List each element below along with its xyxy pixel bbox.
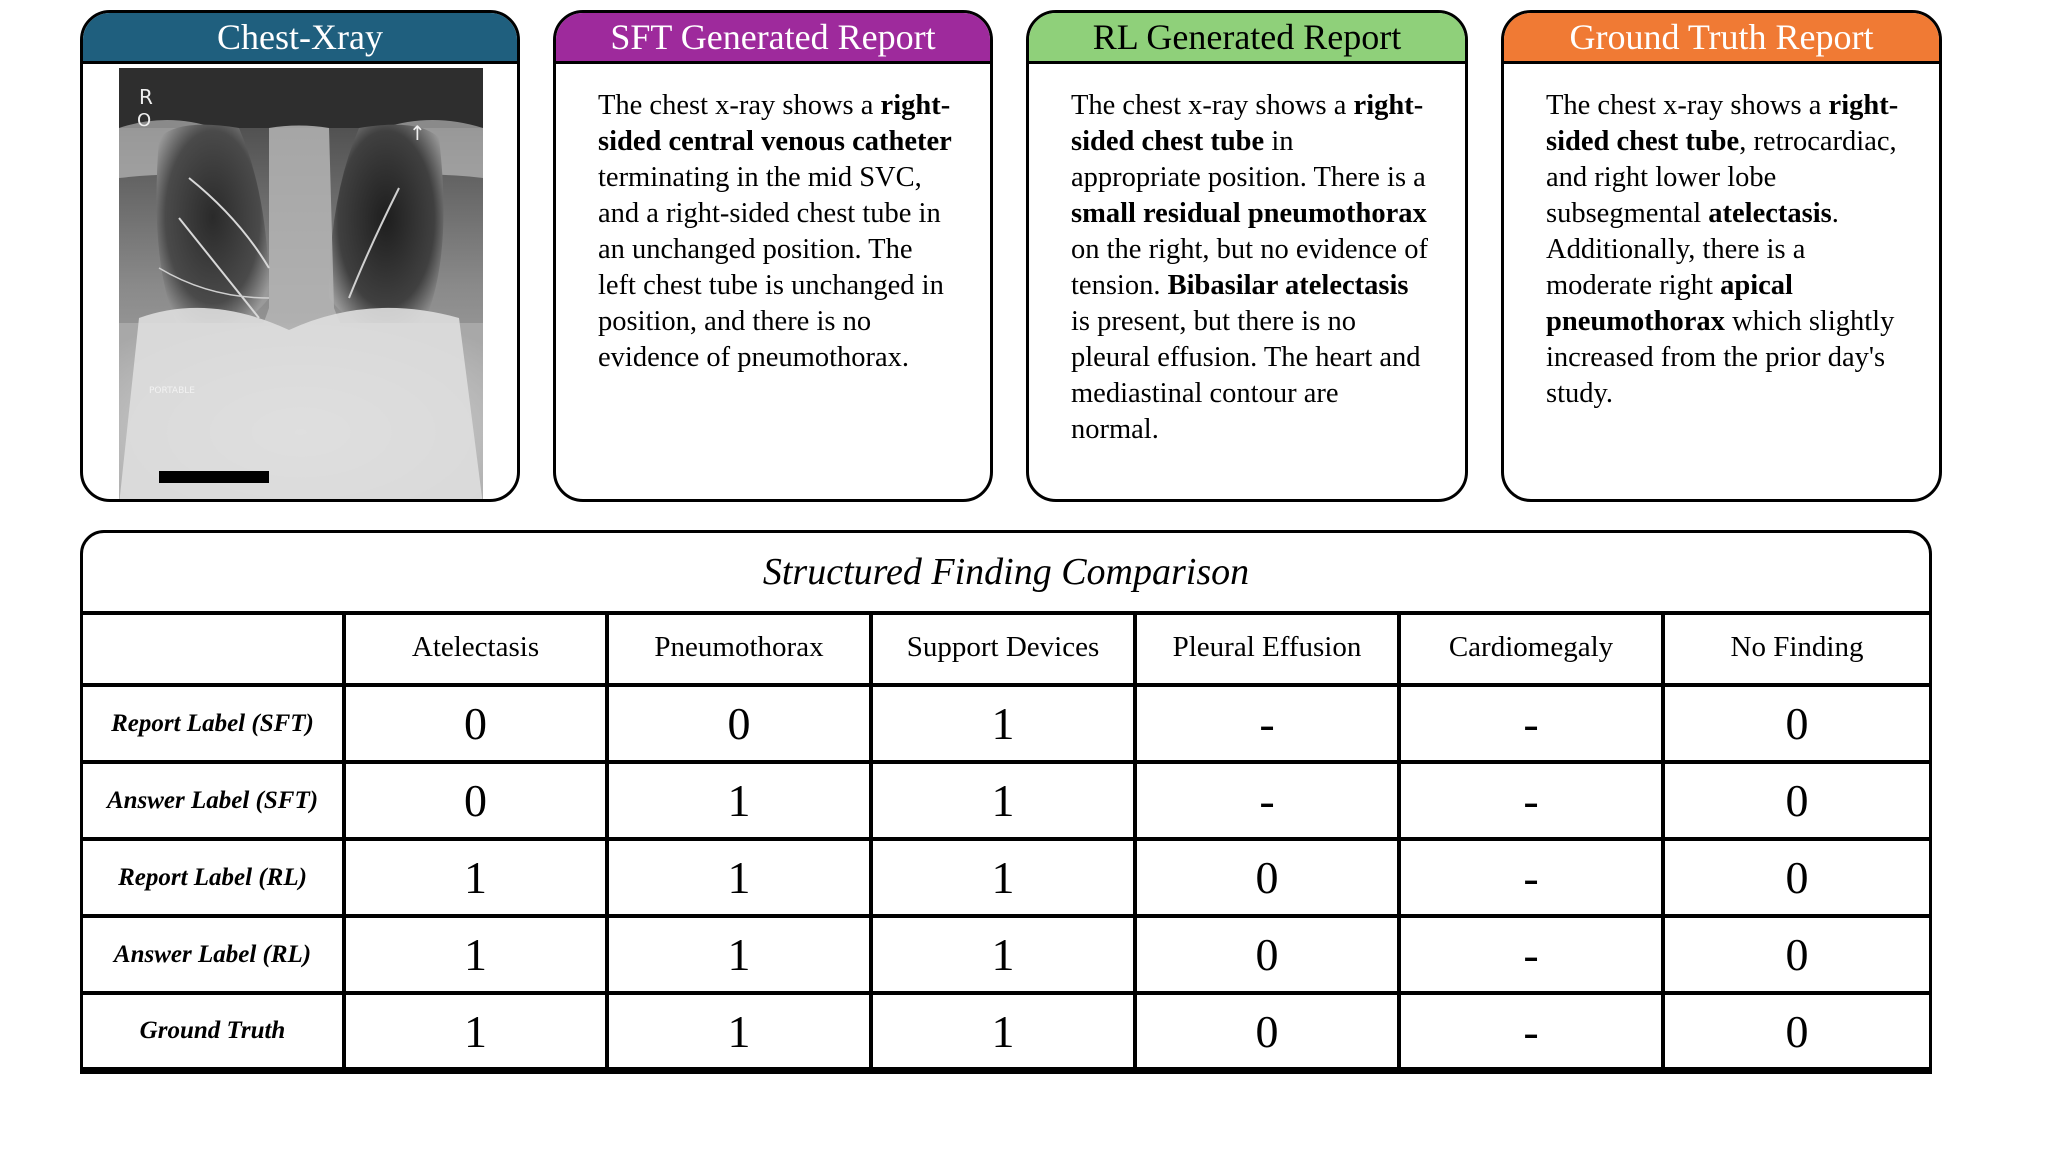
sft-report-title: SFT Generated Report xyxy=(556,13,990,64)
finding-value-cell: 0 xyxy=(1665,918,1929,995)
column-header: No Finding xyxy=(1665,611,1929,687)
finding-value-cell: 0 xyxy=(1665,687,1929,764)
gt-report-highlight: right-sided chest tube xyxy=(1546,90,1899,157)
column-header: Pneumothorax xyxy=(609,611,873,687)
finding-value-cell: - xyxy=(1401,918,1665,995)
finding-value-cell: 1 xyxy=(873,764,1137,841)
sft-report-segment: terminating in the mid SVC, and a right-sided chest tube in an unchanged position. The left chest tube is unchanged in position, and there is no evidence of pneumothorax. xyxy=(598,162,944,373)
row-header: Answer Label (RL) xyxy=(83,918,346,995)
finding-value-cell: 1 xyxy=(609,918,873,995)
sft-report-panel xyxy=(553,10,993,502)
rl-report-panel xyxy=(1026,10,1468,502)
finding-value-cell: 1 xyxy=(873,687,1137,764)
finding-value-cell: 0 xyxy=(1665,764,1929,841)
chest-xray-title: Chest-Xray xyxy=(83,13,517,64)
finding-value-cell: 0 xyxy=(1665,841,1929,918)
finding-value-cell: 1 xyxy=(346,918,609,995)
finding-value-cell: 0 xyxy=(1137,995,1401,1071)
gt-report-segment: . Additionally, there is a moderate right xyxy=(1546,198,1839,301)
ground-truth-report-text xyxy=(1504,64,1939,412)
finding-value-cell: 1 xyxy=(873,918,1137,995)
gt-report-segment: , retrocardiac, and right lower lobe subsegmental xyxy=(1546,126,1897,229)
rl-report-title: RL Generated Report xyxy=(1029,13,1465,64)
finding-value-cell: - xyxy=(1137,764,1401,841)
chest-xray-panel xyxy=(80,10,520,502)
sft-report-text xyxy=(556,64,990,376)
finding-value-cell: 1 xyxy=(609,995,873,1071)
rl-report-segment: is present, but there is no pleural effusion. The heart and mediastinal contour are normal. xyxy=(1071,306,1421,445)
ground-truth-report-title: Ground Truth Report xyxy=(1504,13,1939,64)
structured-finding-table xyxy=(80,530,1932,1074)
finding-value-cell: 1 xyxy=(609,841,873,918)
finding-value-cell: 1 xyxy=(873,841,1137,918)
finding-value-cell: - xyxy=(1401,764,1665,841)
finding-value-cell: - xyxy=(1401,841,1665,918)
gt-report-highlight: apical pneumothorax xyxy=(1546,270,1793,337)
sft-report-segment: The chest x-ray shows a xyxy=(598,90,881,121)
table-grid xyxy=(83,611,1929,1071)
xray-marker-o: O xyxy=(137,110,152,131)
xray-frame xyxy=(119,68,483,502)
rl-report-segment: in appropriate position. There is a xyxy=(1071,126,1426,193)
row-header: Report Label (SFT) xyxy=(83,687,346,764)
finding-value-cell: 1 xyxy=(609,764,873,841)
finding-value-cell: 0 xyxy=(1137,841,1401,918)
finding-value-cell: 1 xyxy=(873,995,1137,1071)
rl-report-highlight: right-sided chest tube xyxy=(1071,90,1424,157)
rl-report-highlight: small residual pneumothorax xyxy=(1071,198,1427,229)
rl-report-segment: The chest x-ray shows a xyxy=(1071,90,1354,121)
table-title: Structured Finding Comparison xyxy=(83,533,1929,615)
xray-scale-bar xyxy=(159,471,269,483)
gt-report-segment: The chest x-ray shows a xyxy=(1546,90,1829,121)
sft-report-highlight: right-sided central venous catheter xyxy=(598,90,952,157)
finding-value-cell: - xyxy=(1137,687,1401,764)
xray-marker-r: R xyxy=(139,85,153,109)
row-header: Answer Label (SFT) xyxy=(83,764,346,841)
gt-report-highlight: atelectasis xyxy=(1708,198,1832,229)
finding-value-cell: 0 xyxy=(346,687,609,764)
xray-arrow-icon: ↑ xyxy=(409,121,426,145)
finding-value-cell: 1 xyxy=(346,995,609,1071)
column-header: Cardiomegaly xyxy=(1401,611,1665,687)
rl-report-segment: on the right, but no evidence of tension. xyxy=(1071,234,1428,301)
chest-xray-image xyxy=(119,68,483,502)
table-corner-cell xyxy=(83,611,346,687)
finding-value-cell: 0 xyxy=(1137,918,1401,995)
xray-portable-label: PORTABLE xyxy=(149,386,195,396)
ground-truth-report-panel xyxy=(1501,10,1942,502)
row-header: Ground Truth xyxy=(83,995,346,1071)
finding-value-cell: - xyxy=(1401,687,1665,764)
finding-value-cell: 0 xyxy=(346,764,609,841)
row-header: Report Label (RL) xyxy=(83,841,346,918)
rl-report-highlight: Bibasilar atelectasis xyxy=(1167,270,1409,301)
rl-report-text xyxy=(1029,64,1465,448)
finding-value-cell: - xyxy=(1401,995,1665,1071)
finding-value-cell: 0 xyxy=(1665,995,1929,1071)
finding-value-cell: 0 xyxy=(609,687,873,764)
column-header: Pleural Effusion xyxy=(1137,611,1401,687)
column-header: Atelectasis xyxy=(346,611,609,687)
column-header: Support Devices xyxy=(873,611,1137,687)
gt-report-segment: which slightly increased from the prior day's study. xyxy=(1546,306,1895,409)
finding-value-cell: 1 xyxy=(346,841,609,918)
